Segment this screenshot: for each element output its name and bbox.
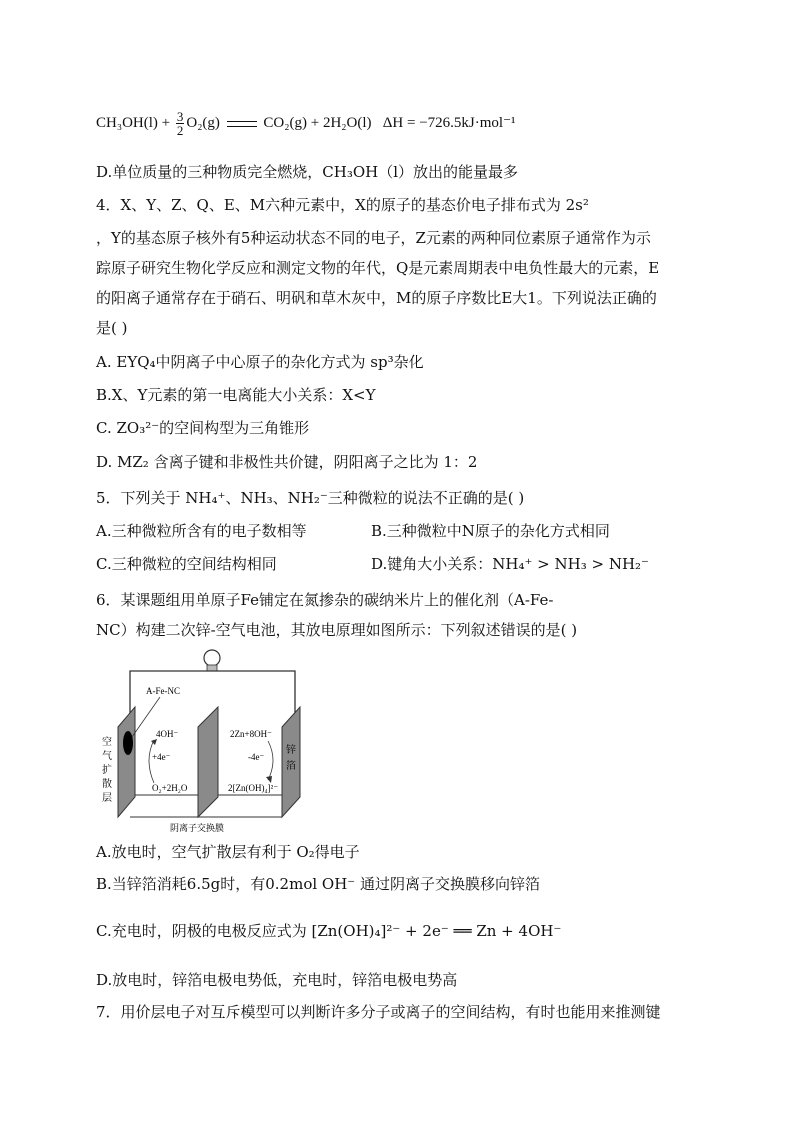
q5-option-d: D.键角大小关系：NH₄⁺ > NH₃ > NH₂⁻ xyxy=(371,555,649,573)
catalyst-spot xyxy=(123,731,133,755)
svg-text:扩: 扩 xyxy=(102,765,112,776)
thermochemical-equation xyxy=(96,110,515,137)
left-top-label: 4OH⁻ xyxy=(156,729,179,739)
q4-option-c: C. ZO₃²⁻的空间构型为三角锥形 xyxy=(96,419,310,437)
q6-line2: NC）构建二次锌-空气电池，其放电原理如图所示：下列叙述错误的是( ) xyxy=(96,621,578,639)
zinc-air-battery-diagram xyxy=(100,645,340,835)
q4-line5: 是( ) xyxy=(96,319,128,337)
equation-dh: ΔH = −726.5kJ·mol⁻¹ xyxy=(382,114,516,131)
equation-rhs: CO₂(g) + 2H₂O(l) xyxy=(263,114,372,131)
q4-option-a: A. EYQ₄中阴离子中心原子的杂化方式为 sp³杂化 xyxy=(96,353,424,371)
right-mid-label: -4e⁻ xyxy=(248,752,265,762)
svg-text:箔: 箔 xyxy=(286,761,296,772)
equation-arrow xyxy=(227,121,257,127)
right-arrow-head xyxy=(266,776,272,783)
q5-option-a: A.三种微粒所含有的电子数相等 xyxy=(96,522,307,540)
q4-option-b: B.X、Y元素的第一电离能大小关系：X<Y xyxy=(96,386,376,404)
fraction-numerator: 3 xyxy=(176,109,184,124)
q6-option-c: C.充电时，阴极的电极反应式为 [Zn(OH)₄]²⁻ + 2e⁻ ══ Zn + 4OH⁻ xyxy=(96,922,562,940)
equation-fraction xyxy=(176,110,185,137)
air-diffusion-plate xyxy=(118,707,135,817)
q4-line1: 4．X、Y、Z、Q、E、M六种元素中，X的原子的基态价电子排布式为 2s² xyxy=(96,196,589,214)
q4-line2: ，Y的基态原子核外有5种运动状态不同的电子，Z元素的两种同位素原子通常作为示 xyxy=(96,229,651,247)
q5-option-b: B.三种微粒中N原子的杂化方式相同 xyxy=(371,522,610,540)
q4-line3: 踪原子研究生物化学反应和测定文物的年代，Q是元素周期表中电负性最大的元素，E xyxy=(96,259,660,277)
left-bottom-label: O₂+2H₂O xyxy=(152,783,188,793)
q7-line1: 7．用价层电子对互斥模型可以判断许多分子或离子的空间结构，有时也能用来推测键 xyxy=(96,1003,661,1021)
q6-option-b: B.当锌箔消耗6.5g时，有0.2mol OH⁻ 通过阴离子交换膜移向锌箔 xyxy=(96,875,540,893)
q6-option-a: A.放电时，空气扩散层有利于 O₂得电子 xyxy=(96,843,360,861)
air-layer-label xyxy=(102,735,112,804)
svg-text:锌: 锌 xyxy=(286,745,296,756)
q3-option-d: D.单位质量的三种物质完全燃烧，CH₃OH（l）放出的能量最多 xyxy=(96,163,519,181)
svg-text:层: 层 xyxy=(102,793,112,804)
right-bottom-label: 2[Zn(OH)₄]²⁻ xyxy=(228,783,279,793)
right-top-label: 2Zn+8OH⁻ xyxy=(230,729,272,739)
q4-line4: 的阳离子通常存在于硝石、明矾和草木灰中，M的原子序数比E大1。下列说法正确的 xyxy=(96,289,657,307)
q6-line1: 6．某课题组用单原子Fe铺定在氮掺杂的碳纳米片上的催化剂（A-Fe- xyxy=(96,591,554,609)
equation-lhs: CH₃OH(l) + xyxy=(96,114,171,131)
membrane-label: 阴离子交换膜 xyxy=(170,824,225,834)
q5-option-c: C.三种微粒的空间结构相同 xyxy=(96,555,277,573)
svg-text:散: 散 xyxy=(102,779,112,790)
right-reaction-arrow xyxy=(268,741,273,780)
fraction-denominator: 2 xyxy=(176,123,184,138)
bulb-icon xyxy=(204,650,220,671)
equation-o2: O₂(g) xyxy=(186,114,220,131)
svg-text:空: 空 xyxy=(102,737,112,748)
svg-text:气: 气 xyxy=(102,751,112,762)
q5-stem: 5．下列关于 NH₄⁺、NH₃、NH₂⁻三种微粒的说法不正确的是( ) xyxy=(96,489,525,507)
q4-option-d: D. MZ₂ 含离子键和非极性共价键，阴阳离子之比为 1：2 xyxy=(96,453,478,471)
catalyst-label: A-Fe-NC xyxy=(146,686,180,696)
anion-exchange-membrane xyxy=(198,707,218,817)
left-mid-label: +4e⁻ xyxy=(152,752,171,762)
q6-option-d: D.放电时，锌箔电极电势低，充电时，锌箔电极电势高 xyxy=(96,971,458,989)
